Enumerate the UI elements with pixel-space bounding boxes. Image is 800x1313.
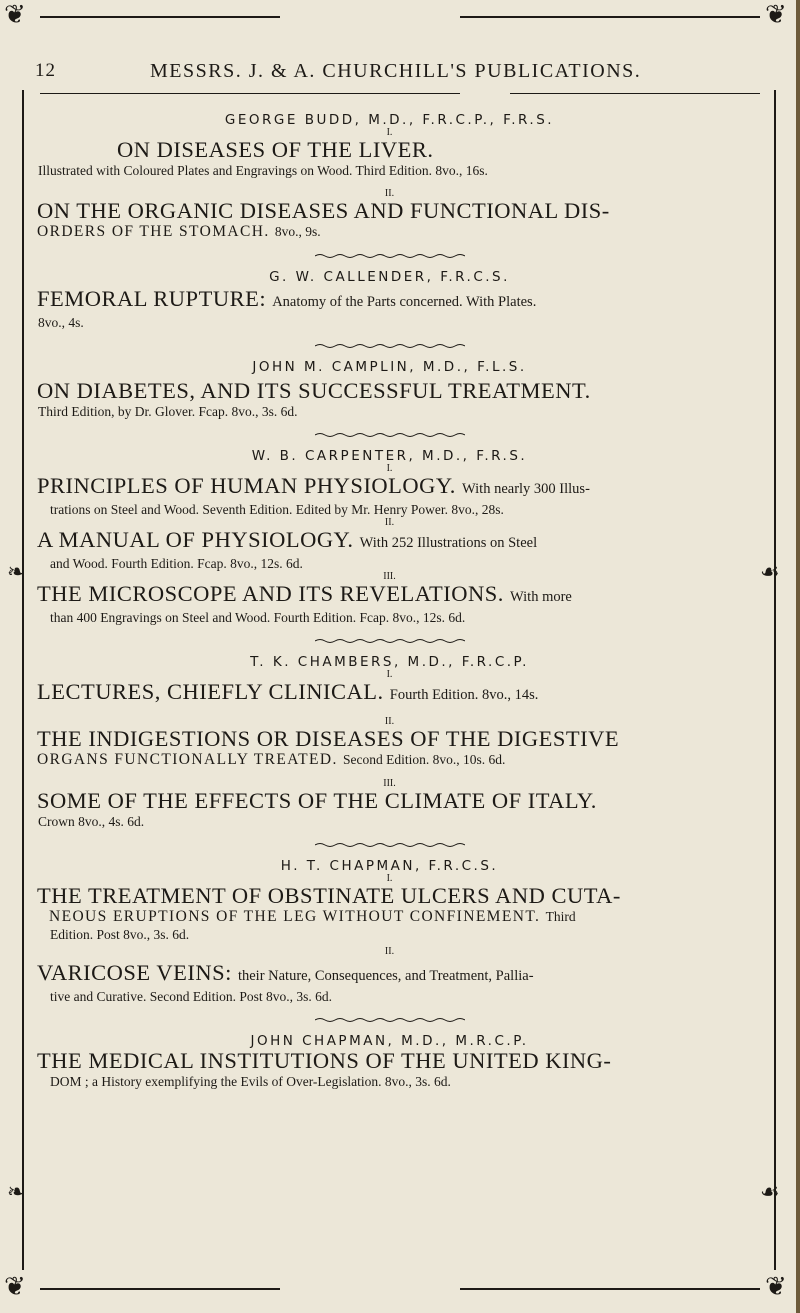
right-side-ornament-icon: ☙ [760, 560, 780, 585]
work-numeral: II. [384, 716, 395, 727]
book-title: THE INDIGESTIONS OR DISEASES OF THE DIGESTIVE [37, 726, 620, 751]
book-subtitle-text: NEOUS ERUPTIONS OF THE LEG WITHOUT CONFINEMENT. [49, 908, 541, 925]
wavy-rule-icon [315, 343, 465, 349]
book-title-text: FEMORAL RUPTURE: [37, 286, 267, 311]
book-details: and Wood. Fourth Edition. Fcap. 8vo., 12s. 6d. [50, 556, 303, 571]
catalogue-list [37, 112, 742, 1090]
running-title: MESSRS. J. & A. CHURCHILL'S PUBLICATIONS. [150, 60, 642, 82]
header-rule [40, 93, 460, 94]
bottom-left-flourish-icon: ❦ [4, 1272, 26, 1302]
work-numeral: III. [383, 778, 396, 789]
book-title-details: With nearly 300 Illus- [462, 481, 590, 497]
work-numeral: I. [386, 669, 393, 680]
book-details: DOM ; a History exemplifying the Evils of Over-Legislation. 8vo., 3s. 6d. [50, 1074, 451, 1089]
book-title-details: Fourth Edition. 8vo., 14s. [389, 687, 539, 703]
book-details: Illustrated with Coloured Plates and Engravings on Wood. Third Edition. 8vo., 16s. [38, 163, 488, 178]
book-title [37, 528, 742, 555]
book-details: Crown 8vo., 4s. 6d. [38, 814, 145, 829]
book-title: ON DIABETES, AND ITS SUCCESSFUL TREATMENT. [37, 378, 591, 403]
work-numeral: III. [383, 571, 396, 582]
wavy-rule-icon [315, 1017, 465, 1023]
book-title-text: VARICOSE VEINS: [37, 960, 232, 985]
top-right-rule [460, 16, 760, 18]
book-title: SOME OF THE EFFECTS OF THE CLIMATE OF ITALY. [37, 788, 597, 813]
work-numeral: I. [386, 127, 393, 138]
book-title: THE TREATMENT OF OBSTINATE ULCERS AND CUTA- [37, 883, 621, 908]
book-title-details: their Nature, Consequences, and Treatment, Pallia- [237, 968, 534, 984]
book-title [37, 287, 742, 314]
book-subtitle [37, 223, 742, 241]
right-side-ornament-icon: ☙ [760, 1180, 780, 1205]
header-rule-right [510, 93, 760, 94]
book-title-text: LECTURES, CHIEFLY CLINICAL. [37, 679, 384, 704]
wavy-rule-icon [315, 638, 465, 644]
book-subtitle [37, 908, 742, 926]
book-details: Third Edition, by Dr. Glover. Fcap. 8vo., 3s. 6d. [38, 404, 298, 419]
book-title-text: A MANUAL OF PHYSIOLOGY. [37, 527, 354, 552]
book-subtitle-details: 8vo., 9s. [274, 224, 321, 239]
wavy-rule-icon [315, 432, 465, 438]
book-subtitle-details: Second Edition. 8vo., 10s. 6d. [343, 752, 506, 767]
author-heading: T. K. CHAMBERS, M.D., F.R.C.P. [250, 654, 529, 670]
book-title-text: THE MICROSCOPE AND ITS REVELATIONS. [37, 581, 504, 606]
book-subtitle-details: Third [545, 909, 576, 924]
top-left-rule [40, 16, 280, 18]
book-title-details: With more [510, 589, 572, 605]
book-title-text: PRINCIPLES OF HUMAN PHYSIOLOGY. [37, 473, 456, 498]
page-number: 12 [35, 60, 56, 81]
bottom-right-flourish-icon: ❦ [765, 1272, 787, 1302]
work-numeral: II. [384, 517, 395, 528]
book-details: tive and Curative. Second Edition. Post 8vo., 3s. 6d. [50, 989, 332, 1004]
author-heading: W. B. CARPENTER, M.D., F.R.S. [251, 448, 528, 464]
left-border [22, 90, 24, 1270]
book-title [37, 582, 742, 609]
book-title-details: Anatomy of the Parts concerned. With Plates. [272, 294, 537, 310]
book-title-details: With 252 Illustrations on Steel [359, 535, 538, 551]
book-title: THE MEDICAL INSTITUTIONS OF THE UNITED KING- [37, 1048, 612, 1073]
left-side-ornament-icon: ❧ [7, 560, 26, 585]
book-title: ON DISEASES OF THE LIVER. [117, 137, 434, 162]
book-details: 8vo., 4s. [38, 315, 84, 330]
left-side-ornament-icon: ❧ [7, 1180, 26, 1205]
book-subtitle-text: ORGANS FUNCTIONALLY TREATED. [37, 751, 338, 768]
right-edge [796, 0, 800, 1313]
book-title: ON THE ORGANIC DISEASES AND FUNCTIONAL DIS- [37, 198, 610, 223]
work-numeral: I. [386, 873, 393, 884]
wavy-rule-icon [315, 253, 465, 259]
right-border [774, 90, 776, 1270]
book-details: trations on Steel and Wood. Seventh Edition. Edited by Mr. Henry Power. 8vo., 28s. [50, 502, 504, 517]
bottom-right-rule [460, 1288, 760, 1290]
book-title [37, 680, 742, 707]
book-subtitle [37, 751, 742, 769]
top-left-flourish-icon: ❦ [4, 0, 26, 30]
work-numeral: II. [384, 946, 395, 957]
work-numeral: II. [384, 188, 395, 199]
wavy-rule-icon [315, 842, 465, 848]
author-heading: H. T. CHAPMAN, F.R.C.S. [280, 858, 499, 874]
top-right-flourish-icon: ❦ [765, 0, 787, 30]
author-heading: GEORGE BUDD, M.D., F.R.C.P., F.R.S. [224, 112, 555, 128]
bottom-left-rule [40, 1288, 280, 1290]
work-numeral: I. [386, 463, 393, 474]
author-heading: JOHN M. CAMPLIN, M.D., F.L.S. [252, 359, 527, 375]
book-title [37, 961, 742, 988]
book-details: than 400 Engravings on Steel and Wood. Fourth Edition. Fcap. 8vo., 12s. 6d. [50, 610, 466, 625]
author-heading: G. W. CALLENDER, F.R.C.S. [269, 269, 510, 285]
author-heading: JOHN CHAPMAN, M.D., M.R.C.P. [250, 1033, 529, 1049]
book-title [37, 474, 742, 501]
book-subtitle-text: ORDERS OF THE STOMACH. [37, 223, 270, 240]
book-details: Edition. Post 8vo., 3s. 6d. [50, 927, 190, 942]
